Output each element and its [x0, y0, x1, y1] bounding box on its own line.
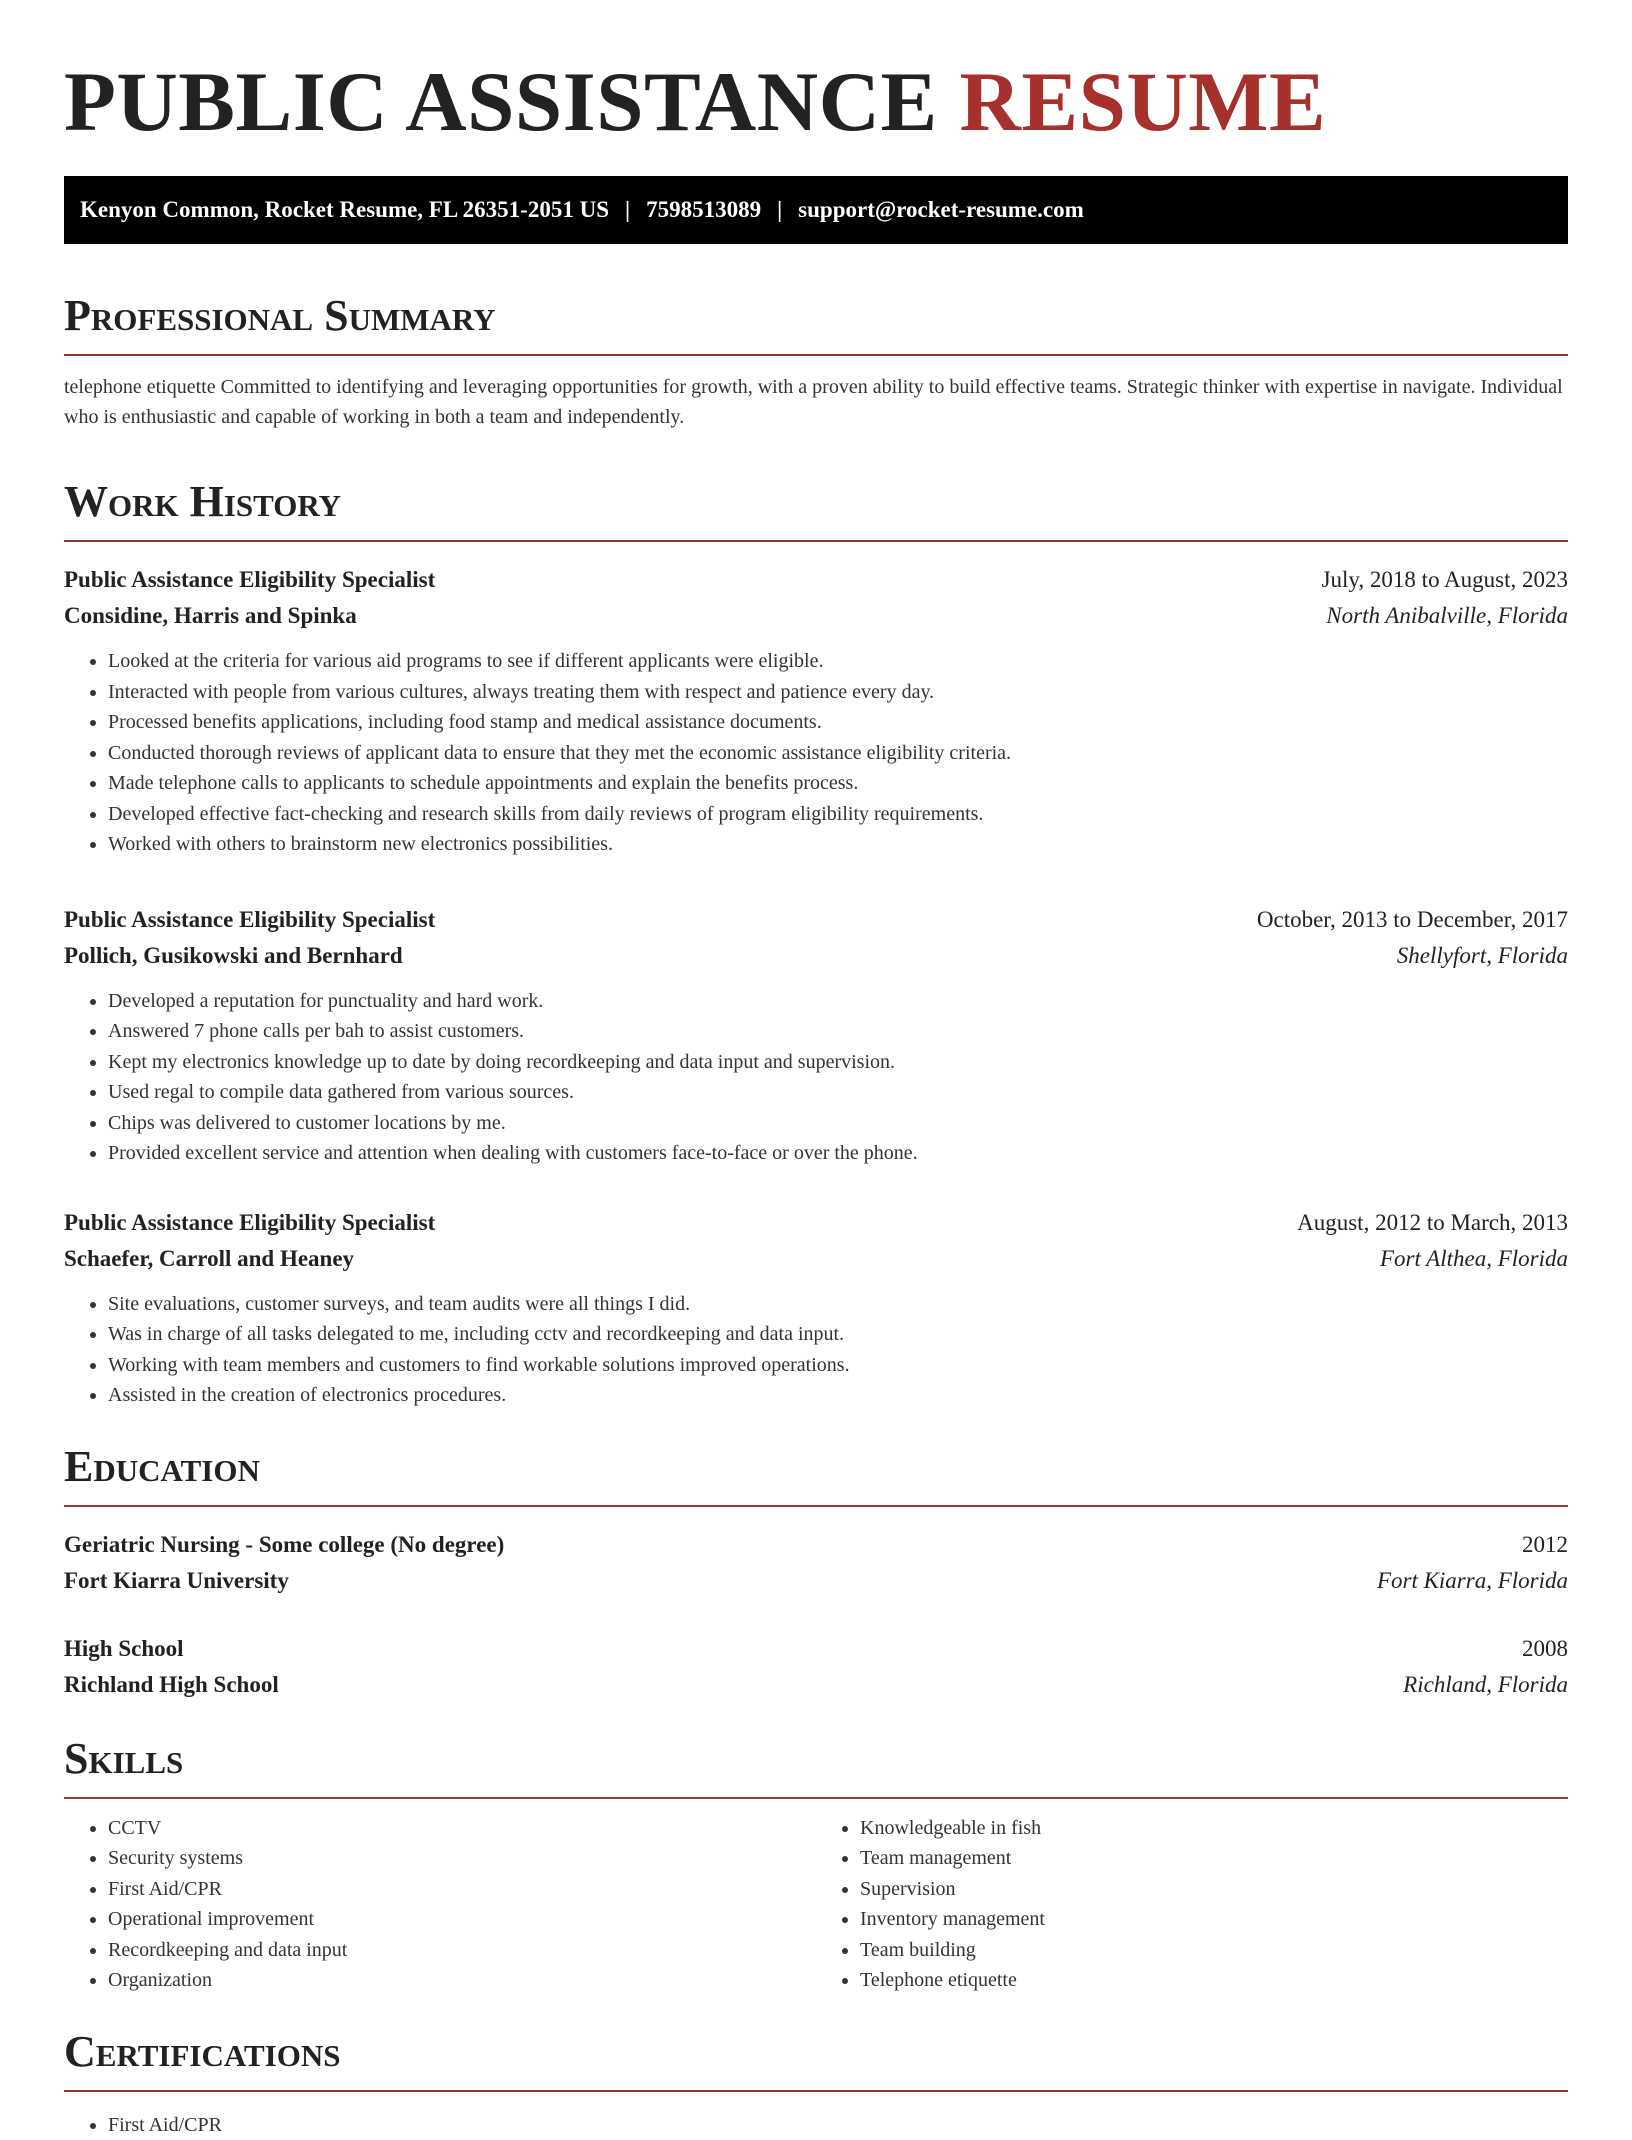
job-bullet: • Developed a reputation for punctuality and hard work.: [108, 986, 1568, 1017]
skill-item: • Operational improvement: [108, 1904, 816, 1935]
job-entry: [64, 1205, 1568, 1411]
skills-columns: [64, 1813, 1568, 1996]
resume-title: [64, 52, 1568, 152]
skill-item: • Team building: [860, 1935, 1568, 1966]
summary-text: telephone etiquette Committed to identifying and leveraging opportunities for growth, with a proven ability to build effective teams. Strategic thinker with expertise in navigate. Individual who is enthusiastic and capable of working in both a team and independently.: [64, 376, 1563, 428]
job-company: Schaefer, Carroll and Heaney: [64, 1245, 355, 1271]
education-year: 2012: [1522, 1531, 1568, 1557]
contact-email[interactable]: support@rocket-resume.com: [798, 197, 1084, 222]
job-bullet: • Developed effective fact-checking and research skills from daily reviews of program eligibility requirements.: [108, 799, 1568, 830]
summary-heading: Professional Summary: [64, 290, 1568, 356]
job-bullets: [64, 986, 1568, 1169]
job-location: Fort Althea, Florida: [1379, 1245, 1568, 1271]
work-history-heading: Work History: [64, 476, 1568, 542]
skill-item: • Team management: [860, 1843, 1568, 1874]
certifications-heading: Certifications: [64, 2026, 1568, 2092]
skills-list-right: [816, 1813, 1568, 1996]
job-bullets: [64, 646, 1568, 860]
job-company: Considine, Harris and Spinka: [64, 603, 357, 628]
job-title: Public Assistance Eligibility Specialist: [64, 1209, 436, 1235]
education-entry: [64, 1631, 1568, 1703]
education-school-row: [64, 1667, 1568, 1703]
job-company: Pollich, Gusikowski and Bernhard: [64, 942, 403, 968]
skills-list-left: [64, 1813, 816, 1996]
skill-item: • Supervision: [860, 1874, 1568, 1905]
contact-phone: 7598513089: [646, 197, 762, 222]
job-bullet: • Provided excellent service and attention when dealing with customers face-to-face or over the phone.: [108, 1138, 1568, 1169]
job-bullet: • Worked with others to brainstorm new electronics possibilities.: [108, 829, 1568, 860]
job-dates: August, 2012 to March, 2013: [1297, 1209, 1568, 1235]
job-location: Shellyfort, Florida: [1396, 942, 1568, 968]
education-entry: [64, 1527, 1568, 1599]
contact-separator: |: [777, 197, 783, 222]
job-bullet: • Site evaluations, customer surveys, and team audits were all things I did.: [108, 1289, 1568, 1320]
contact-bar: [64, 176, 1568, 244]
skill-item: • Inventory management: [860, 1904, 1568, 1935]
education-location: Richland, Florida: [1403, 1671, 1568, 1697]
title-main: PUBLIC ASSISTANCE: [64, 55, 938, 149]
job-entry: [64, 902, 1568, 1169]
job-bullet: • Chips was delivered to customer locations by me.: [108, 1108, 1568, 1139]
education-school: Fort Kiarra University: [64, 1567, 289, 1593]
certifications-section: [64, 2026, 1568, 2140]
job-bullet: • Answered 7 phone calls per bah to assist customers.: [108, 1016, 1568, 1047]
job-company-row: [64, 938, 1568, 974]
job-bullet: • Conducted thorough reviews of applicant data to ensure that they met the economic assistance eligibility criteria.: [108, 738, 1568, 769]
education-header-row: [64, 1527, 1568, 1563]
title-accent: RESUME: [959, 55, 1327, 149]
skill-item: • Recordkeeping and data input: [108, 1935, 816, 1966]
job-dates: July, 2018 to August, 2023: [1321, 567, 1568, 592]
skills-heading: Skills: [64, 1733, 1568, 1799]
skill-item: • Knowledgeable in fish: [860, 1813, 1568, 1844]
job-header-row: [64, 1205, 1568, 1241]
job-header-row: [64, 902, 1568, 938]
job-bullet: • Processed benefits applications, including food stamp and medical assistance documents.: [108, 707, 1568, 738]
job-bullet: • Assisted in the creation of electronics procedures.: [108, 1380, 1568, 1411]
summary-section: [64, 290, 1568, 432]
job-bullet: • Was in charge of all tasks delegated to me, including cctv and recordkeeping and data input.: [108, 1319, 1568, 1350]
job-bullet: • Kept my electronics knowledge up to date by doing recordkeeping and data input and supervision.: [108, 1047, 1568, 1078]
job-title: Public Assistance Eligibility Specialist: [64, 567, 436, 592]
contact-address: Kenyon Common, Rocket Resume, FL 26351-2051 US: [80, 197, 609, 222]
job-bullets: [64, 1289, 1568, 1411]
job-bullet: • Used regal to compile data gathered from various sources.: [108, 1077, 1568, 1108]
skill-item: • Telephone etiquette: [860, 1965, 1568, 1996]
job-title: Public Assistance Eligibility Specialist: [64, 906, 436, 932]
education-heading: Education: [64, 1441, 1568, 1507]
job-company-row: [64, 1241, 1568, 1277]
job-location: North Anibalville, Florida: [1326, 603, 1568, 628]
job-bullet: • Made telephone calls to applicants to schedule appointments and explain the benefits process.: [108, 768, 1568, 799]
job-bullet: • Working with team members and customers to find workable solutions improved operations.: [108, 1350, 1568, 1381]
job-dates: October, 2013 to December, 2017: [1256, 906, 1568, 932]
education-year: 2008: [1522, 1635, 1568, 1661]
skills-section: [64, 1733, 1568, 1996]
contact-separator: |: [625, 197, 631, 222]
job-company-row: [64, 598, 1568, 634]
job-bullet: • Interacted with people from various cultures, always treating them with respect and patience every day.: [108, 677, 1568, 708]
work-history-section: [64, 476, 1568, 1411]
job-header-row: [64, 562, 1568, 598]
skill-item: • First Aid/CPR: [108, 1874, 816, 1905]
certification-item: • First Aid/CPR: [108, 2110, 1568, 2140]
education-header-row: [64, 1631, 1568, 1667]
skill-item: • Security systems: [108, 1843, 816, 1874]
skill-item: • CCTV: [108, 1813, 816, 1844]
education-degree: High School: [64, 1635, 184, 1661]
skill-item: • Organization: [108, 1965, 816, 1996]
education-degree: Geriatric Nursing - Some college (No degree): [64, 1531, 505, 1557]
education-section: [64, 1441, 1568, 1703]
education-location: Fort Kiarra, Florida: [1376, 1567, 1568, 1593]
certifications-list: [64, 2110, 1568, 2140]
education-school: Richland High School: [64, 1671, 279, 1697]
job-entry: [64, 562, 1568, 860]
job-bullet: • Looked at the criteria for various aid programs to see if different applicants were eligible.: [108, 646, 1568, 677]
education-school-row: [64, 1563, 1568, 1599]
